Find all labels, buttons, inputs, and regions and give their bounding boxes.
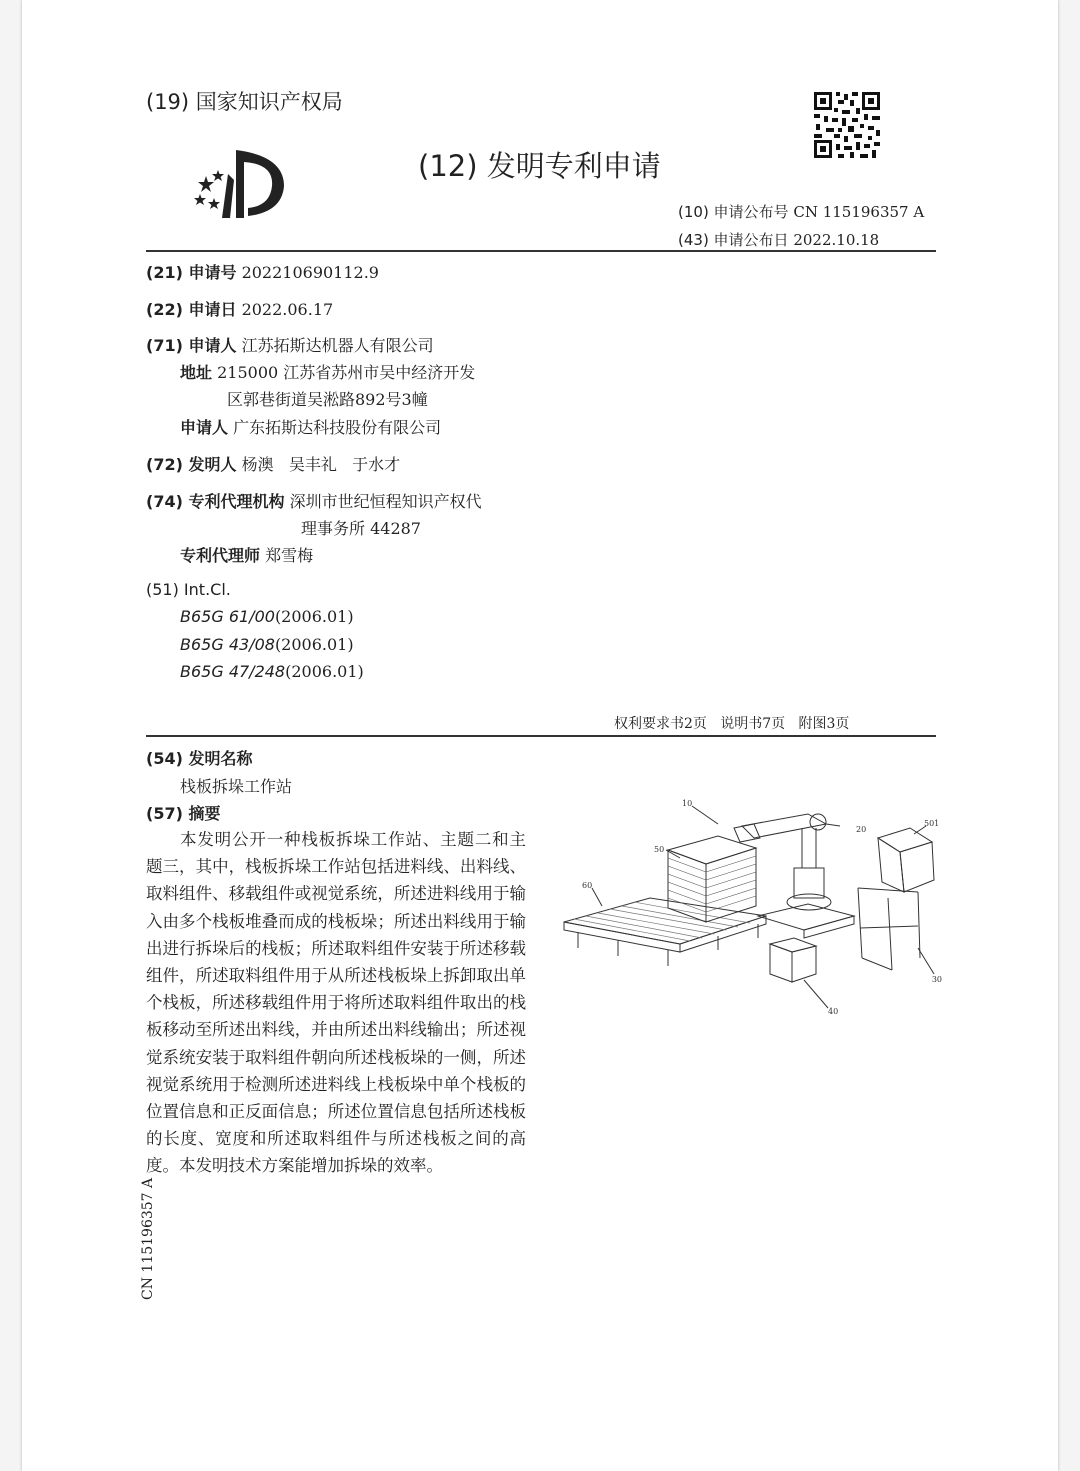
applicant-label: (71) 申请人 bbox=[146, 336, 237, 355]
agency-row bbox=[146, 489, 482, 512]
figure-label: 50 bbox=[654, 845, 665, 854]
publication-number-label: (10) 申请公布号 bbox=[678, 203, 789, 221]
application-number: 202210690112.9 bbox=[241, 263, 379, 282]
page-count-info: 权利要求书2页 说明书7页 附图3页 bbox=[614, 716, 850, 732]
application-date: 2022.06.17 bbox=[241, 300, 334, 319]
figure-label: 30 bbox=[931, 975, 942, 984]
applicant-row bbox=[146, 333, 434, 356]
application-number-label: (21) 申请号 bbox=[146, 263, 237, 282]
representative-drawing bbox=[558, 798, 942, 1020]
side-publication-number: CN 115196357 A bbox=[140, 1177, 156, 1300]
ipc-entry bbox=[180, 635, 354, 654]
applicant-name: 江苏拓斯达机器人有限公司 bbox=[241, 336, 434, 355]
application-number-row bbox=[146, 260, 379, 283]
abstract-label: (57) 摘要 bbox=[146, 804, 221, 823]
co-applicant-row bbox=[180, 415, 441, 438]
agency-label: (74) 专利代理机构 bbox=[146, 492, 285, 511]
ipc-version: (2006.01) bbox=[274, 607, 354, 626]
qr-code-icon bbox=[812, 90, 882, 160]
application-date-row bbox=[146, 297, 333, 320]
figure-label: 10 bbox=[682, 799, 693, 808]
address-line-1: 215000 江苏省苏州市吴中经济开发 bbox=[217, 363, 476, 382]
ipc-code: B65G 47/248 bbox=[180, 662, 286, 681]
invention-title: 栈板拆垛工作站 bbox=[180, 777, 293, 796]
co-applicant-label: 申请人 bbox=[180, 418, 229, 437]
co-applicant-name: 广东拓斯达科技股份有限公司 bbox=[233, 418, 442, 437]
publication-date-row bbox=[678, 229, 879, 250]
publication-number-row bbox=[678, 201, 924, 222]
ipc-code: B65G 43/08 bbox=[180, 635, 275, 654]
agency-line-1: 深圳市世纪恒程知识产权代 bbox=[289, 492, 482, 511]
publication-date: 2022.10.18 bbox=[793, 231, 880, 249]
figure-label: 501 bbox=[924, 819, 940, 828]
office-name: (19) 国家知识产权局 bbox=[146, 90, 343, 114]
figure-label: 60 bbox=[582, 881, 593, 890]
invention-title-label: (54) 发明名称 bbox=[146, 749, 253, 768]
publication-date-label: (43) 申请公布日 bbox=[678, 231, 789, 249]
section-divider bbox=[146, 735, 936, 737]
agent-row bbox=[180, 543, 313, 566]
abstract-text: 本发明公开一种栈板拆垛工作站、主题二和主题三，其中，栈板拆垛工作站包括进料线、出料线、取料组件、移载组件或视觉系统，所述进料线用于输入由多个栈板堆叠而成的栈板垛；所述出料线用于输出进行拆垛后的栈板；所述取料组件安装于所述移载组件，所述取料组件用于从所述栈板垛上拆卸取出单个栈板，所述移载组件用于将所述取料组件取出的栈板移动至所述出料线，并由所述出料线输出；所述视觉系统安装于取料组件朝向所述栈板垛的一侧，所述视觉系统用于检测所述进料线上栈板垛中单个栈板的位置信息和正反面信息；所述位置信息包括所述栈板的长度、宽度和所述取料组件与所述栈板之间的高度。本发明技术方案能增加拆垛的效率。 bbox=[146, 830, 526, 1176]
ipc-entry bbox=[180, 607, 354, 626]
patent-page bbox=[22, 0, 1058, 1471]
agency-line-2: 理事务所 44287 bbox=[301, 519, 421, 538]
document-type: (12) 发明专利申请 bbox=[418, 149, 661, 183]
publication-number: CN 115196357 A bbox=[793, 203, 925, 221]
ipc-version: (2006.01) bbox=[285, 662, 364, 681]
header-divider bbox=[146, 250, 936, 252]
inventor-label: (72) 发明人 bbox=[146, 455, 237, 474]
agent-label: 专利代理师 bbox=[180, 546, 261, 565]
agent-name: 郑雪梅 bbox=[265, 546, 314, 565]
figure-label: 20 bbox=[856, 825, 867, 834]
inventor-names: 杨澳 吴丰礼 于水才 bbox=[241, 455, 401, 474]
ipc-entry bbox=[180, 662, 364, 681]
ipc-code: B65G 61/00 bbox=[180, 607, 275, 626]
figure-label: 40 bbox=[828, 1007, 839, 1016]
inventor-row bbox=[146, 452, 400, 475]
address-label: 地址 bbox=[180, 363, 213, 382]
ipc-label: (51) Int.Cl. bbox=[146, 580, 231, 599]
address-row bbox=[180, 360, 475, 383]
address-line-2: 区郭巷街道吴淞路892号3幢 bbox=[227, 390, 428, 409]
application-date-label: (22) 申请日 bbox=[146, 300, 237, 319]
cnipa-logo-icon bbox=[192, 146, 292, 222]
ipc-version: (2006.01) bbox=[274, 635, 354, 654]
